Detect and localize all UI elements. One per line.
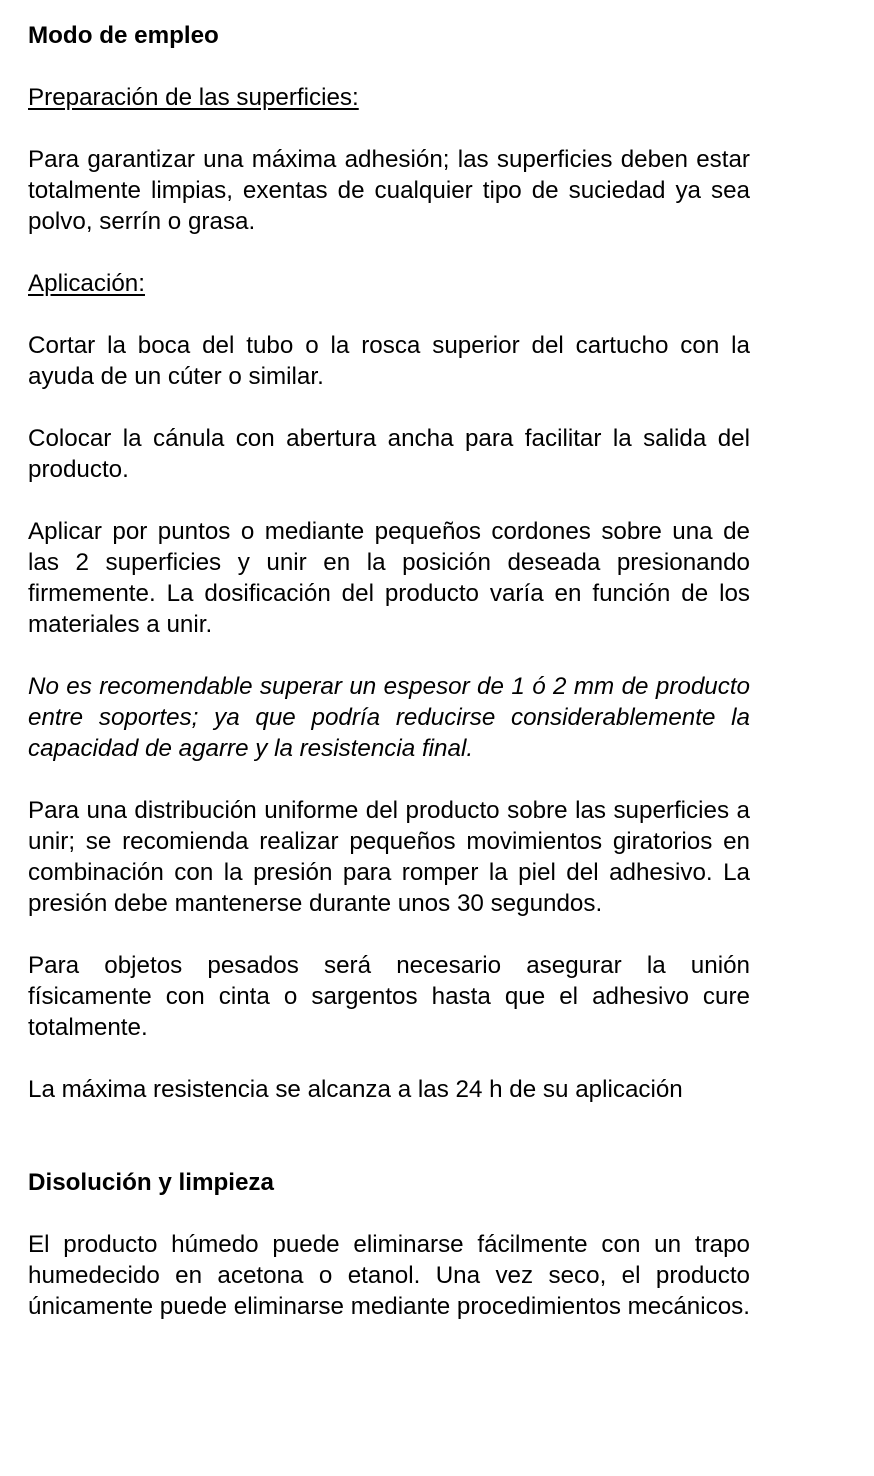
spacer [28,1198,750,1229]
paragraph-colocar: Colocar la cánula con abertura ancha para facilitar la salida del producto. [28,425,750,483]
paragraph-maxima-resistencia: La máxima resistencia se alcanza a las 24 h de su aplicación [28,1076,683,1103]
spacer [28,237,750,268]
paragraph-cortar: Cortar la boca del tubo o la rosca superior del cartucho con la ayuda de un cúter o similar. [28,332,750,390]
paragraph-limpieza: El producto húmedo puede eliminarse fácilmente con un trapo humedecido en acetona o etanol. Una vez seco, el producto únicamente puede eliminarse mediante procedimientos mecánicos. [28,1231,750,1320]
section-title-modo-de-empleo: Modo de empleo [28,22,219,49]
subheading-aplicacion: Aplicación: [28,270,145,297]
document-page [28,20,750,1322]
spacer [28,640,750,671]
spacer [28,1105,750,1167]
paragraph-distribucion: Para una distribución uniforme del producto sobre las superficies a unir; se recomienda realizar pequeños movimientos giratorios en combinación con la presión para romper la piel del adhesivo. La presión debe mantenerse durante unos 30 segundos. [28,797,750,917]
paragraph-aplicar: Aplicar por puntos o mediante pequeños cordones sobre una de las 2 superficies y unir en la posición deseada presionando firmemente. La dosificación del producto varía en función de los materiales a unir. [28,518,750,638]
paragraph-preparacion: Para garantizar una máxima adhesión; las superficies deben estar totalmente limpias, exentas de cualquier tipo de suciedad ya sea polvo, serrín o grasa. [28,146,750,235]
subheading-preparacion: Preparación de las superficies: [28,84,359,111]
spacer [28,1043,750,1074]
paragraph-espesor-note: No es recomendable superar un espesor de 1 ó 2 mm de producto entre soportes; ya que podría reducirse considerablemente la capacidad de agarre y la resistencia final. [28,673,750,762]
spacer [28,485,750,516]
paragraph-objetos-pesados: Para objetos pesados será necesario asegurar la unión físicamente con cinta o sargentos hasta que el adhesivo cure totalmente. [28,952,750,1041]
spacer [28,392,750,423]
section-title-disolucion: Disolución y limpieza [28,1169,274,1196]
spacer [28,764,750,795]
spacer [28,919,750,950]
spacer [28,299,750,330]
spacer [28,51,750,82]
spacer [28,113,750,144]
